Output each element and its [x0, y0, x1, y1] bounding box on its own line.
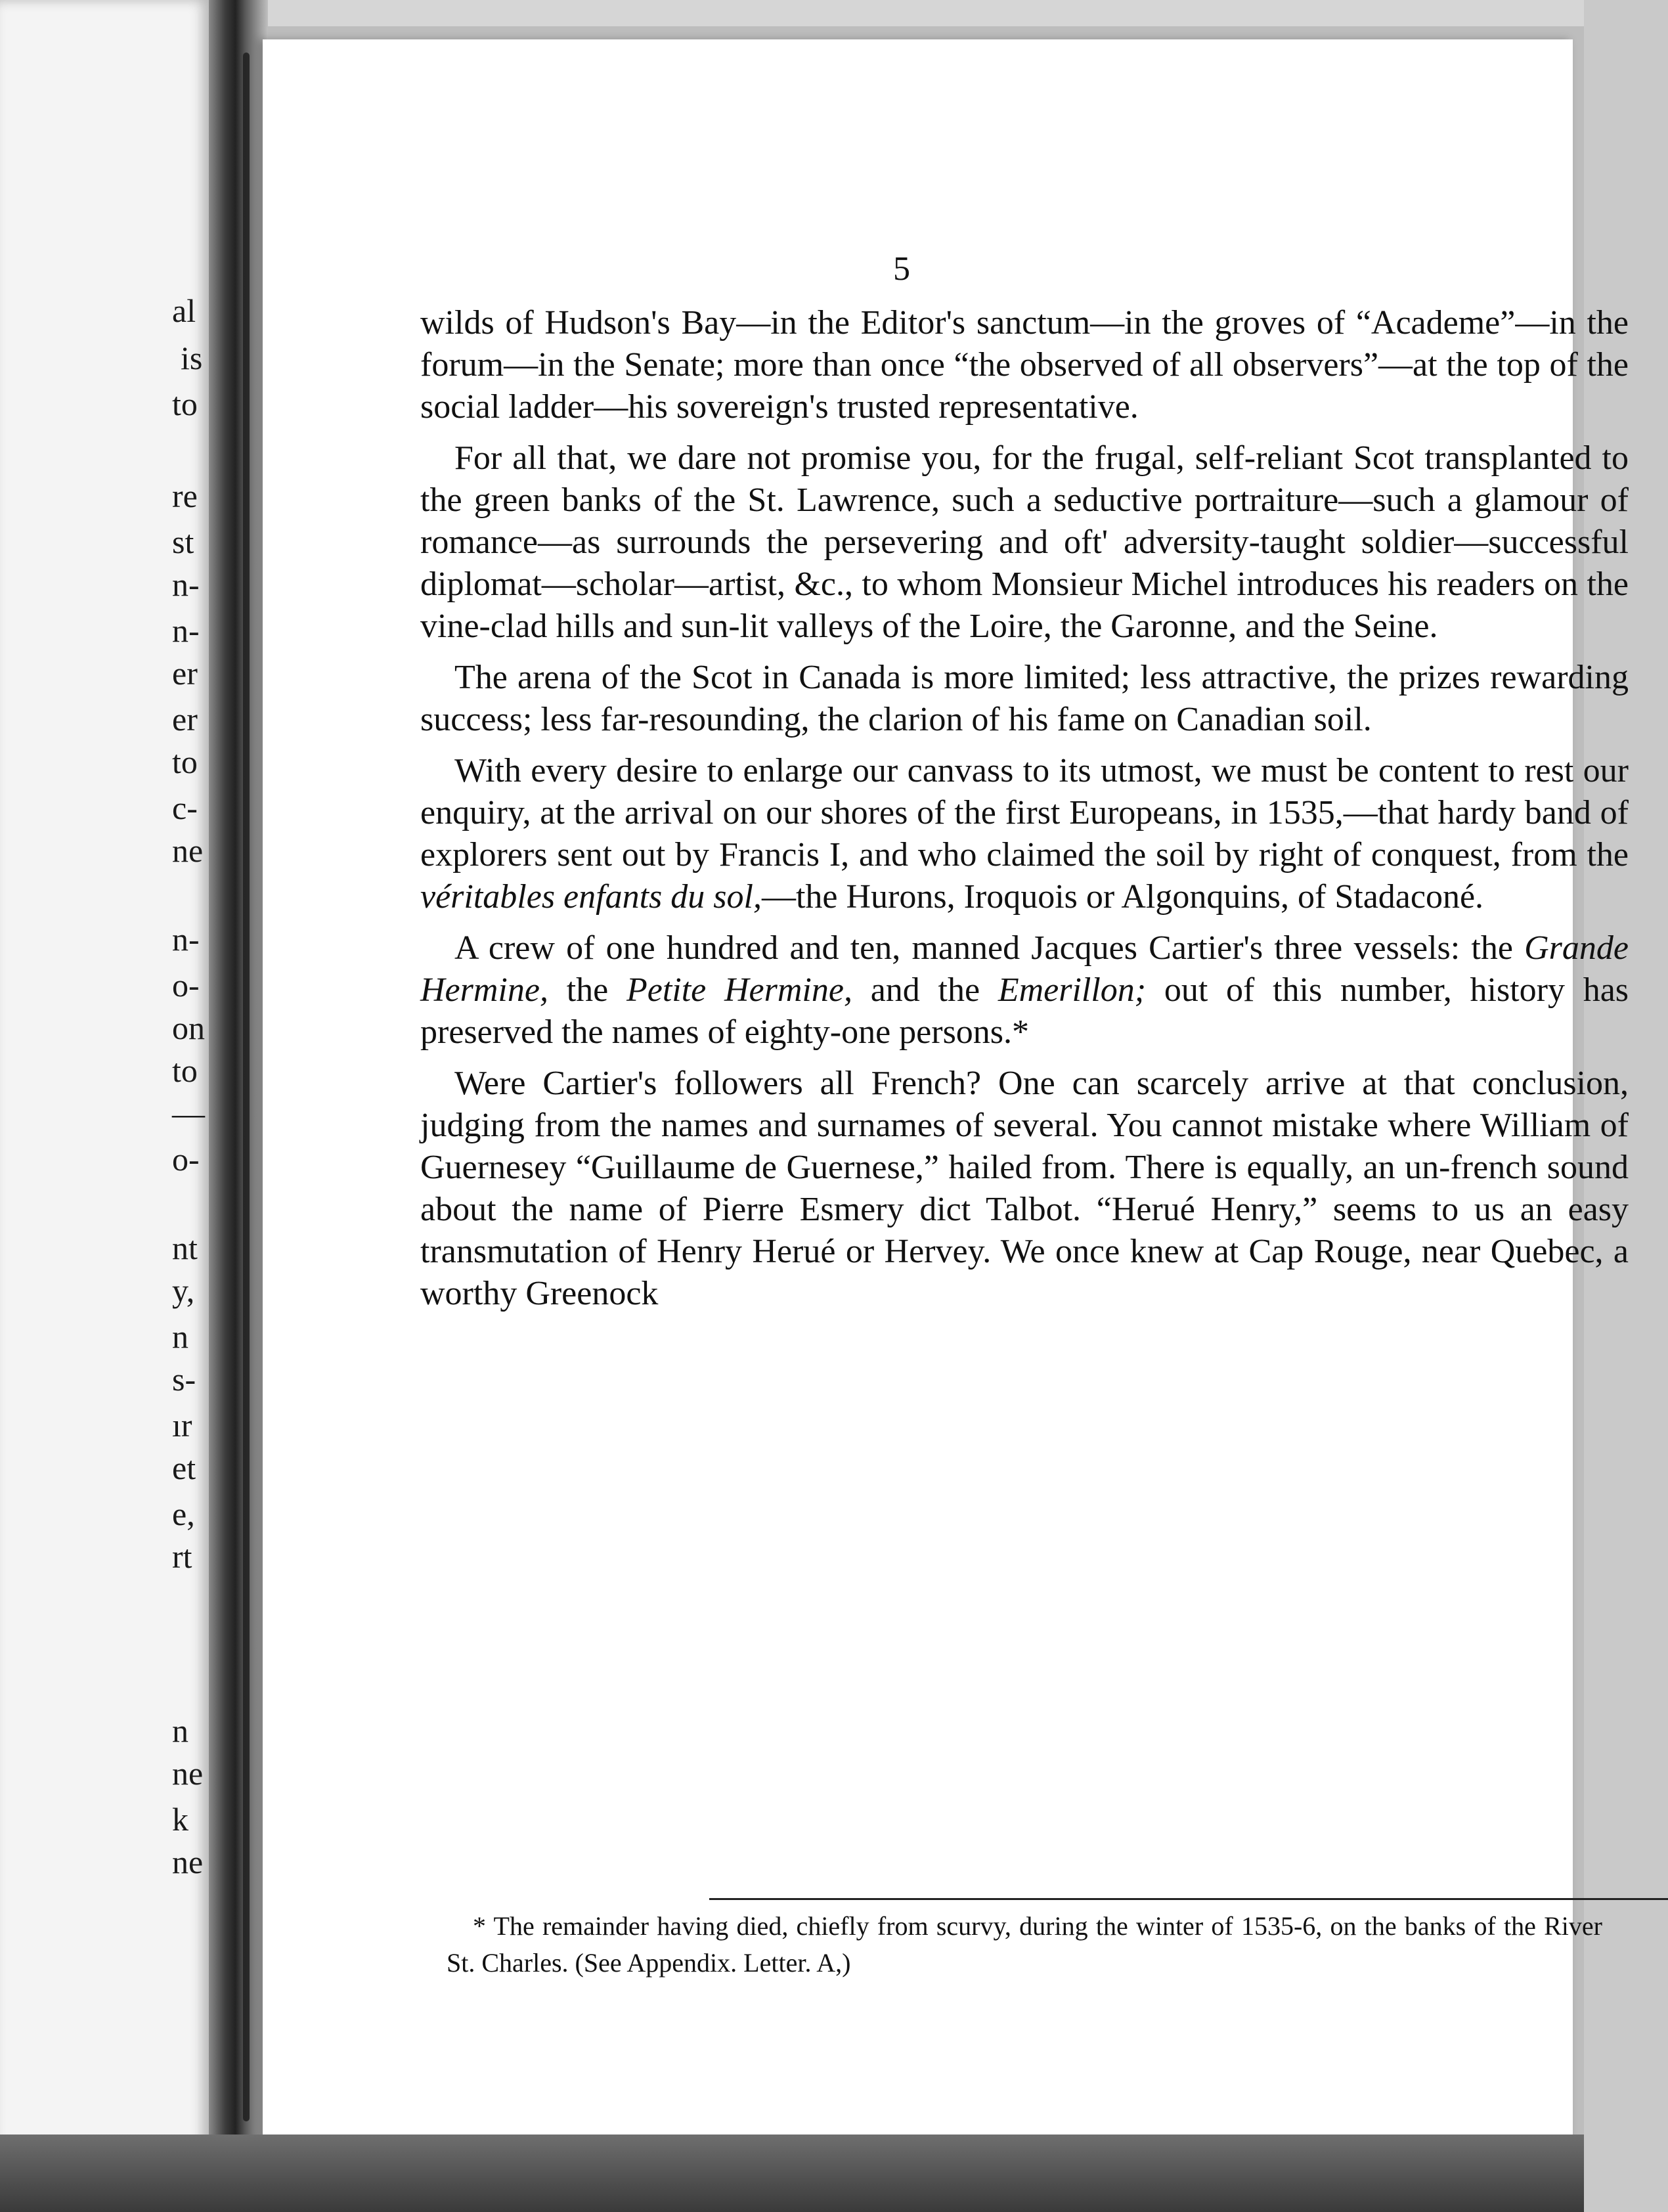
- left-fragment: k: [172, 1801, 188, 1838]
- binding-crease: [243, 53, 250, 2121]
- left-fragment: on: [172, 1009, 205, 1046]
- left-fragment: to: [172, 386, 198, 422]
- left-fragment: ne: [172, 1844, 204, 1880]
- left-fragment: —: [172, 1095, 205, 1132]
- footnote: [447, 1908, 1602, 1981]
- ship-name: Emerillon;: [998, 971, 1147, 1009]
- left-fragment: er: [172, 701, 198, 738]
- ship-name: Petite Hermine,: [626, 971, 852, 1009]
- paragraph-text: A crew of one hundred and ten, manned Jacques Cartier's three vessels: the: [454, 929, 1525, 967]
- left-fragment: ne: [172, 832, 204, 869]
- left-fragment: n-: [172, 566, 200, 603]
- left-fragment: is: [181, 340, 203, 376]
- left-fragment: er: [172, 655, 198, 692]
- left-fragment: et: [172, 1449, 196, 1486]
- left-fragment: nt: [172, 1229, 198, 1266]
- left-fragment: o-: [172, 1141, 200, 1178]
- paragraph: [420, 927, 1629, 1053]
- paragraph-text: and the: [852, 971, 998, 1009]
- left-fragment: ne: [172, 1755, 204, 1792]
- footnote-text: * The remainder having died, chiefly from scurvy, during the winter of 1535-6, on the banks of the River St. Charles. (See Appendix. Letter. A,): [447, 1911, 1602, 1978]
- left-fragment: ır: [172, 1407, 192, 1444]
- left-fragment: n: [172, 1318, 188, 1355]
- left-fragment: s-: [172, 1361, 196, 1398]
- left-fragment: o-: [172, 967, 200, 1004]
- left-fragment: rt: [172, 1538, 192, 1575]
- paragraph-text: the: [548, 971, 626, 1009]
- book-gutter: [209, 0, 268, 2212]
- left-fragment: st: [172, 523, 194, 560]
- italic-phrase: véritables enfants du sol,: [420, 878, 762, 916]
- paragraph: The arena of the Scot in Canada is more limited; less attractive, the prizes rewarding success; less far-resounding, the clarion of his fame on Canadian soil.: [420, 659, 1629, 738]
- scanner-bottom-edge: [0, 2135, 1584, 2212]
- left-fragment: to: [172, 743, 198, 780]
- left-fragment: y,: [172, 1272, 195, 1309]
- paragraph-text: With every desire to enlarge our canvass to its utmost, we must be content to rest our enquiry, at the arrival on our shores of the first Europeans, in 1535,—that hardy band of explorers sent out by Francis I, and who claimed the soil by right of conquest, from the: [420, 752, 1629, 874]
- page-body: [420, 302, 1629, 1315]
- left-fragment: n-: [172, 612, 200, 649]
- paragraph-text: —the Hurons, Iroquois or Algonquins, of Stadaconé.: [761, 878, 1484, 916]
- left-fragment: n-: [172, 921, 200, 958]
- paragraph: wilds of Hudson's Bay—in the Editor's sanctum—in the groves of “Academe”—in the forum—in the Senate; more than once “the observed of all observers”—at the top of the social ladder—his sovereign's trusted representative.: [420, 304, 1629, 426]
- left-fragment: n: [172, 1712, 188, 1749]
- left-fragment: to: [172, 1052, 198, 1089]
- paragraph: For all that, we dare not promise you, for the frugal, self-reliant Scot transplanted to the green banks of the St. Lawrence, such a seductive portraiture—such a glamour of romance—as surrounds the persevering and oft' adversity-taught soldier—successful diplomat—scholar—artist, &c., to whom Monsieur Michel introduces his readers on the vine-clad hills and sun-lit valleys of the Loire, the Garonne, and the Seine.: [420, 439, 1629, 645]
- paragraph: Were Cartier's followers all French? One can scarcely arrive at that conclusion, judging from the names and surnames of several. You cannot mistake where William of Guernesey “Guillaume de Guernese,” hailed from. There is equally, an un-french sound about the name of Pierre Esmery dict Talbot. “Herué Henry,” seems to us an easy transmutation of Henry Herué or Hervey. We once knew at Cap Rouge, near Quebec, a worthy Greenock: [420, 1065, 1629, 1312]
- ship-name: Grande Hermine,: [420, 929, 1629, 1009]
- left-fragment: e,: [172, 1495, 195, 1532]
- left-fragment: c-: [172, 789, 198, 826]
- page: [263, 39, 1629, 2141]
- left-fragment: re: [172, 477, 198, 514]
- footnote-rule: [709, 1898, 1668, 1900]
- left-fragment: al: [172, 292, 196, 329]
- page-number: 5: [893, 250, 910, 288]
- paragraph: [420, 750, 1629, 918]
- paragraph-text: out of this number, history has preserved the names of eighty-one persons.*: [420, 971, 1629, 1051]
- previous-page-edge: [0, 0, 209, 2212]
